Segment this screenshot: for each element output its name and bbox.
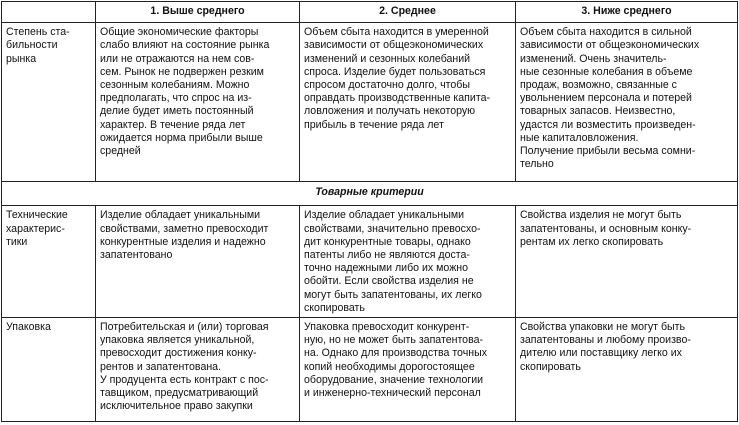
criteria-table bbox=[1, 1, 738, 422]
section-row-product-criteria bbox=[2, 182, 738, 206]
table-row-technical-characteristics bbox=[2, 206, 738, 318]
cell-technical-above-average: Изделие обладает уникальными свойствами, заметно превосходит конкурентные изделия и надежно запатентовано bbox=[96, 206, 300, 318]
cell-packaging-above-average: Потребительская и (или) торговая упаковка является уникальной, превосходит достижения конку- рентов и запатентована. У продуцента есть контракт с пос- тавщиком, предусматривающий исключительное право закупки bbox=[96, 318, 300, 422]
cell-packaging-average: Упаковка превосходит конкурент- ную, но не может быть запатентова- на. Однако для производства точных копий необходимы дорогостоящее оборудование, значение технологии и инженерно-технический персонал bbox=[300, 318, 516, 422]
header-below-average: 3. Ниже среднего bbox=[516, 2, 738, 23]
row-label-technical-characteristics: Технические характерис- тики bbox=[2, 206, 96, 318]
cell-stability-below-average: Объем сбыта находится в сильной зависимости от общеэкономических изменений. Очень значитель- ные сезонные колебания в объеме продаж, возможно, связанные с увольнением персонала и потерей товарных запасов. Неизвестно, удастся ли возместить произведен- ные капиталовложения. Получение прибыли весьма сомни- тельно bbox=[516, 23, 738, 182]
table-row-market-stability bbox=[2, 23, 738, 182]
cell-technical-below-average: Свойства изделия не могут быть запатентованы, и основным конку- рентам их легко скопировать bbox=[516, 206, 738, 318]
header-corner-cell bbox=[2, 2, 96, 23]
table-row-packaging bbox=[2, 318, 738, 422]
header-row bbox=[2, 2, 738, 23]
header-average: 2. Среднее bbox=[300, 2, 516, 23]
cell-technical-average: Изделие обладает уникальными свойствами, значительно превосхо- дит конкурентные товары, однако патенты либо не являются доста- точно надежными либо их можно обойти. Если свойства изделия не могут быть запатентованы, их легко скопировать bbox=[300, 206, 516, 318]
cell-stability-above-average: Общие экономические факторы слабо влияют на состояние рынка или не отражаются на нем сов- сем. Рынок не подвержен резким сезонным колебаниям. Можно предполагать, что спрос на из- делие будет иметь постоянный характер. В течение ряда лет ожидается норма прибыли выше средней bbox=[96, 23, 300, 182]
header-above-average: 1. Выше среднего bbox=[96, 2, 300, 23]
cell-stability-average: Объем сбыта находится в умеренной зависимости от общеэкономических изменений и сезонных колебаний спроса. Изделие будет пользоваться спросом достаточно долго, чтобы оправдать производственные капита- ловложения и получать некоторую прибыль в течение ряда лет bbox=[300, 23, 516, 182]
row-label-packaging: Упаковка bbox=[2, 318, 96, 422]
cell-packaging-below-average: Свойства упаковки не могут быть запатентованы и любому произво- дителю или поставщику легко их скопировать bbox=[516, 318, 738, 422]
row-label-market-stability: Степень ста- бильности рынка bbox=[2, 23, 96, 182]
section-title-product-criteria: Товарные критерии bbox=[2, 182, 738, 206]
